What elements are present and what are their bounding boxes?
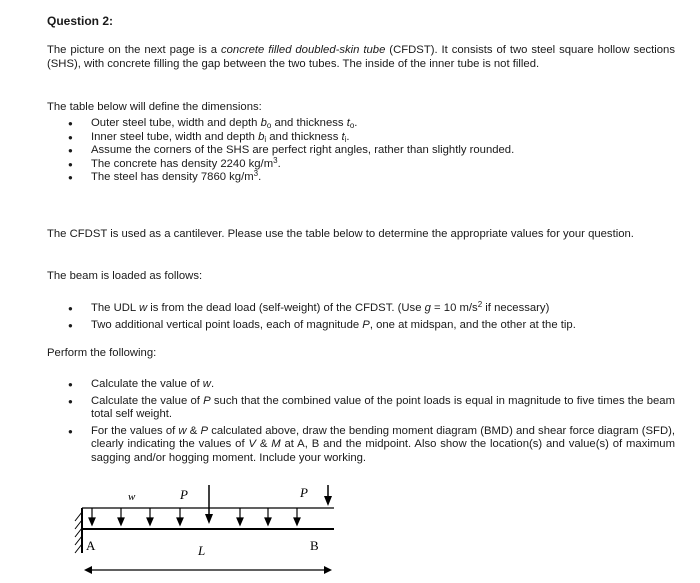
point-load-tip-arrow [324,485,332,506]
cantilever-paragraph: The CFDST is used as a cantilever. Please use the table below to determine the appropriate values for your question. [47,228,634,240]
list-item: ● The concrete has density 2240 $kg/m^3$. [47,158,675,172]
list-item: ● Inner steel tube, width and depth $b_i$ and thickness $t_i$. [47,131,675,145]
list-item: ● The steel has density 7860 $kg/m^3$. [47,171,675,185]
cfdst-term: concrete filled doubled-skin tube [220,44,386,56]
list-item: ● Assume the corners of the SHS are perfect right angles, rather than slightly rounded. [47,144,675,158]
list-item: ● Calculate the value of P such that the combined value of the point loads is equal in magnitude to five times the beam total self weight. [47,395,675,422]
list-item: ● Outer steel tube, width and depth $b_o$ and thickness $t_o$. [47,117,675,131]
dimensions-lead: The table below will define the dimensions: [47,101,262,113]
support-label: A [86,538,96,553]
point-load-mid-label: P [180,487,188,502]
length-dimension-line [84,566,332,574]
intro-paragraph: The picture on the next page is a concrete filled doubled-skin tube (CFDST). It consists of two steel square hollow sections (SHS), with concrete filling the gap between the two tubes. The inside of the inner tube is not filled. [47,44,675,70]
list-item: ● For the values of w & P calculated above, draw the bending moment diagram (BMD) and shear force diagram (SFD), clearly indicating the values of V & M at A, B and the midpoint. Also show the location(s) and value(s) of maximum sagging and/or hogging moment. Include your working. [47,425,675,466]
tip-label: B [310,538,319,553]
point-load-mid-arrow [205,485,213,524]
loading-lead: The beam is loaded as follows: [47,270,203,282]
point-load-tip-label: P [300,485,308,500]
list-item: ● Calculate the value of w. [47,378,675,392]
question-title: Question 2: [47,14,114,28]
udl-arrows [89,508,300,525]
tasks-lead: Perform the following: [47,347,157,359]
udl-label: w [128,491,136,503]
length-label: L [198,543,206,558]
fixed-support [75,508,82,553]
list-item: ● Two additional vertical point loads, each of magnitude P, one at midspan, and the other at the tip. [47,319,675,333]
list-item: ● The UDL w is from the dead load (self-weight) of the CFDST. (Use g = 10 $m/s^2$ if necessary) [47,302,675,316]
